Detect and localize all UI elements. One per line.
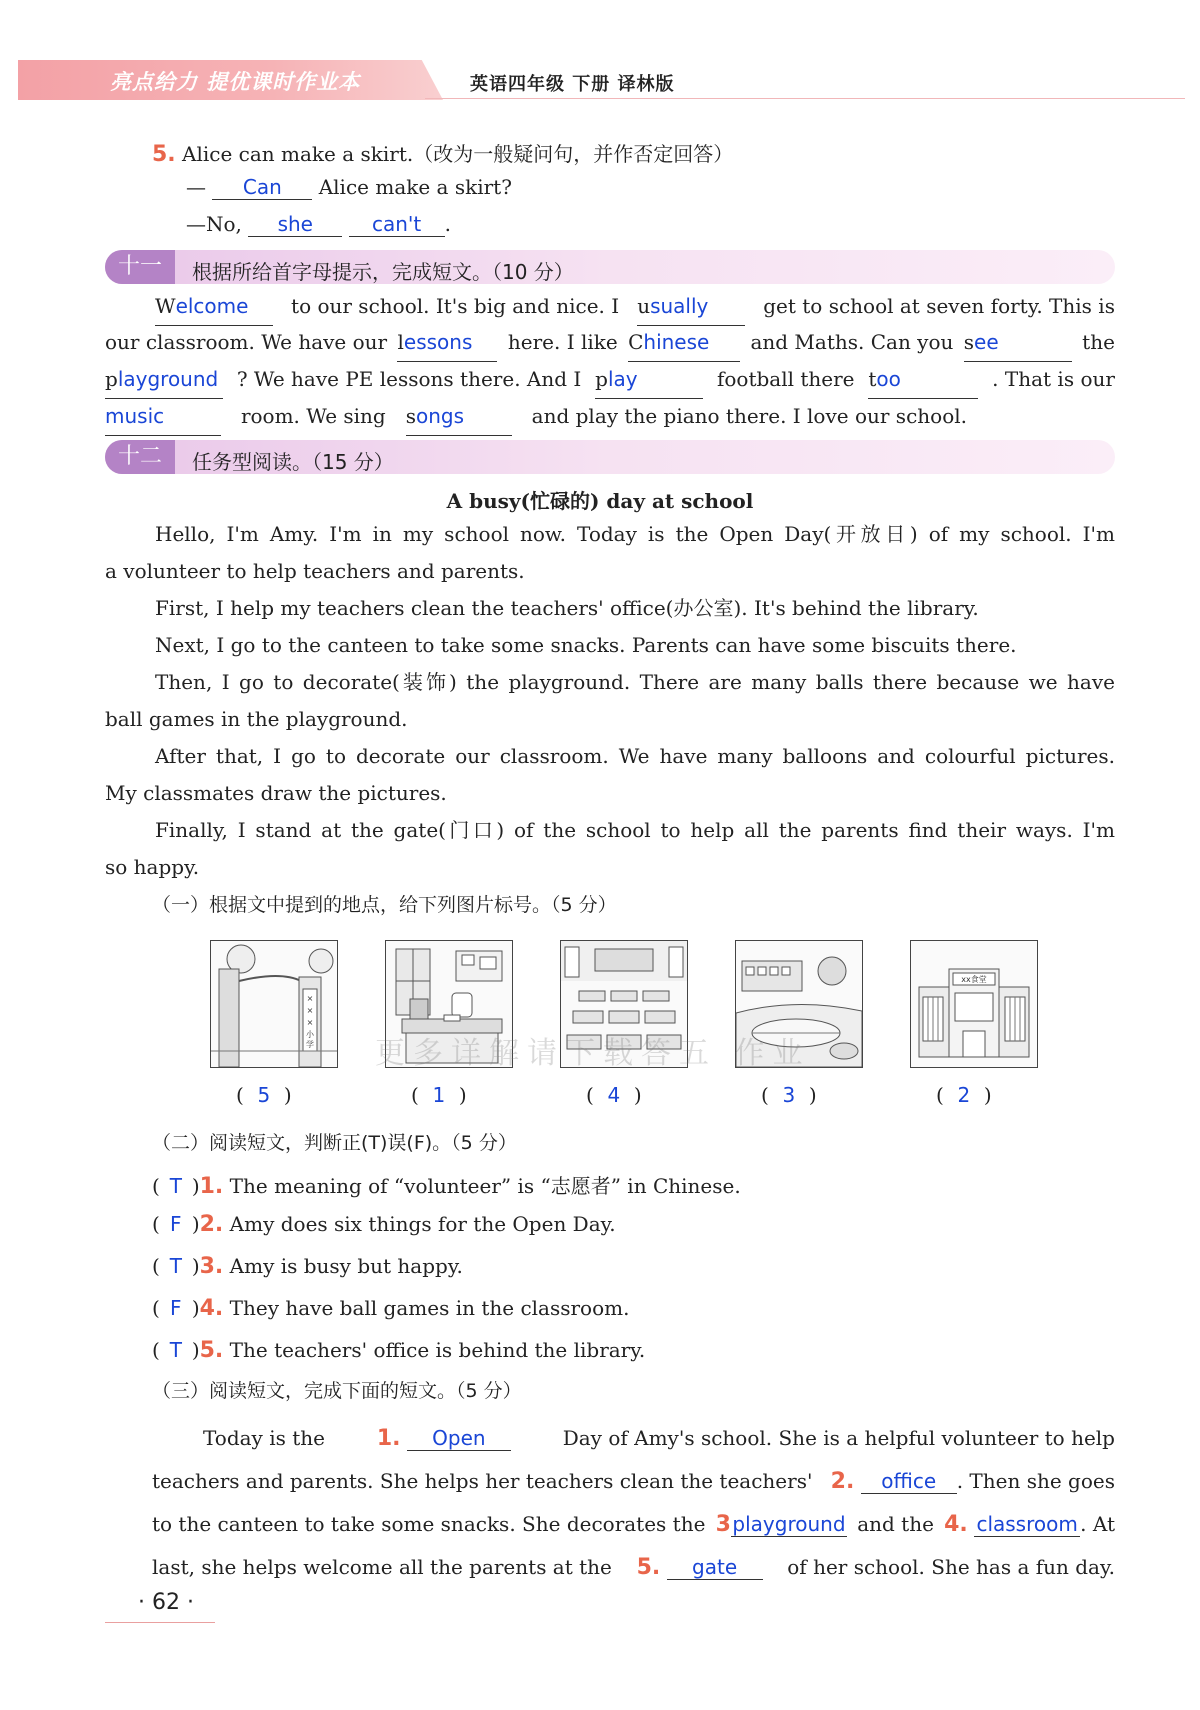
fill-line-2 [152, 1463, 1115, 1501]
s11-text: and Maths. Can you [750, 330, 954, 354]
paren: ( [936, 1083, 944, 1107]
s11-text: football there [716, 367, 855, 391]
paren: ( [236, 1083, 244, 1107]
part3-title: （三）阅读短文，完成下面的短文。（5 分） [152, 1380, 522, 1402]
hint-answer: music [105, 404, 165, 428]
fill-number: 1. [376, 1426, 401, 1451]
hint-letter: u [637, 294, 651, 318]
svg-text:×: × [306, 1006, 314, 1015]
fill-text: . Then she goes [956, 1469, 1115, 1493]
svg-text:小: 小 [306, 1030, 314, 1039]
hint-letter: l [397, 330, 404, 354]
s11-text: here. I like [507, 330, 618, 354]
s11-text: our classroom. We have our [105, 330, 388, 354]
tf-text: They have ball games in the classroom. [229, 1296, 630, 1320]
picture-label [936, 1083, 992, 1107]
hint-answer: layground [117, 367, 219, 391]
tf-item [152, 1254, 463, 1279]
part1-title: （一）根据文中提到的地点，给下列图片标号。（5 分） [152, 894, 617, 916]
s11-line-3 [105, 361, 1115, 399]
s11-text: to our school. It's big and nice. I [291, 294, 620, 318]
q5-prompt-line [152, 138, 733, 167]
hint-answer: ongs [415, 404, 464, 428]
passage-p1a: Hello, I'm Amy. I'm in my school now. Today is the Open Day(开放日) of my school. I'm [155, 522, 1115, 546]
hint-answer: elcome [175, 294, 249, 318]
tf-item [152, 1338, 645, 1363]
tf-text: Amy does six things for the Open Day. [229, 1212, 616, 1236]
hint-letter: s [963, 330, 975, 354]
picture-answer: 5 [257, 1083, 271, 1107]
q5-answer-cant: can't [349, 212, 445, 237]
q5-answer-she: she [248, 212, 342, 237]
q5-period: . [444, 212, 451, 236]
paren: ) [191, 1174, 200, 1198]
paren: ( [152, 1296, 160, 1320]
school-gate-picture [210, 940, 338, 1068]
fill-answer: gate [667, 1555, 763, 1580]
hint-letter: C [628, 330, 644, 354]
q5-number: 5. [152, 142, 176, 167]
tf-answer: T [169, 1254, 182, 1278]
page-number: · 62 · [138, 1590, 194, 1615]
tf-answer: F [170, 1212, 182, 1236]
q5-reply-line [186, 212, 451, 237]
fill-number: 4. [944, 1512, 968, 1537]
s11-text: the [1082, 330, 1115, 354]
passage-p6b: so happy. [105, 855, 200, 879]
fill-line-1 [203, 1420, 1115, 1458]
hint-answer: sually [650, 294, 709, 318]
q5-no: —No, [186, 212, 242, 236]
passage-p5a: After that, I go to decorate our classroom. We have many balloons and colourful pictures. [155, 744, 1115, 768]
header-rule [425, 98, 1185, 99]
passage-p6a: Finally, I stand at the gate(门口) of the school to help all the parents find their ways. I'm [155, 818, 1115, 842]
paren: ) [191, 1296, 200, 1320]
q5-dash: — [186, 175, 206, 199]
paren: ( [761, 1083, 769, 1107]
section-11-badge: 十一 [105, 250, 175, 284]
fill-answer: playground [732, 1512, 846, 1536]
picture-answer: 1 [432, 1083, 446, 1107]
q5-question-line [186, 175, 512, 200]
tf-text: Amy is busy but happy. [229, 1254, 463, 1278]
fill-answer: classroom [974, 1512, 1080, 1537]
svg-text:×: × [306, 1018, 314, 1027]
s11-line-2 [105, 324, 1115, 362]
series-title: 亮点给力 提优课时作业本 [110, 70, 361, 94]
q5-answer-can: Can [212, 175, 312, 200]
fill-text: to the canteen to take some snacks. She decorates the [152, 1512, 706, 1536]
hint-letter: p [105, 367, 118, 391]
paren: ( [411, 1083, 419, 1107]
passage-title: A busy(忙碌的) day at school [446, 489, 754, 513]
picture-answer: 4 [607, 1083, 621, 1107]
fill-number: 3 [715, 1512, 731, 1537]
paren: ) [191, 1254, 200, 1278]
tf-item [152, 1296, 629, 1321]
tf-number: 3. [199, 1254, 224, 1279]
paren: ) [458, 1083, 467, 1107]
hint-letter: s [405, 404, 416, 428]
fill-text: Today is the [203, 1426, 325, 1450]
hint-answer: oo [876, 367, 901, 391]
paren: ) [191, 1338, 200, 1362]
paren: ) [808, 1083, 817, 1107]
passage-p5b: My classmates draw the pictures. [105, 781, 447, 805]
hint-answer: ee [974, 330, 999, 354]
paren: ( [152, 1174, 160, 1198]
fill-text: . At [1080, 1512, 1115, 1536]
picture-answer: 2 [957, 1083, 971, 1107]
svg-text:学: 学 [306, 1040, 314, 1049]
picture-label [411, 1083, 467, 1107]
tf-text: The meaning of “volunteer” is “志愿者” in Chinese. [229, 1174, 741, 1198]
tf-number: 1. [199, 1174, 224, 1199]
paren: ( [152, 1212, 160, 1236]
fill-number: 2. [830, 1469, 855, 1494]
section-12-title: 任务型阅读。（15 分） [192, 450, 394, 474]
svg-text:×: × [306, 994, 314, 1003]
fill-number: 5. [636, 1555, 661, 1580]
hint-answer: hinese [643, 330, 710, 354]
part2-title: （二）阅读短文，判断正(T)误(F)。（5 分） [152, 1132, 517, 1154]
svg-text:xx食堂: xx食堂 [961, 975, 987, 984]
fill-line-4 [152, 1549, 1115, 1587]
tf-text: The teachers' office is behind the library. [229, 1338, 646, 1362]
s11-text: get to school at seven forty. This is [763, 294, 1115, 318]
fill-text: teachers and parents. She helps her teachers clean the teachers' [152, 1469, 813, 1493]
paren: ) [983, 1083, 992, 1107]
tf-item [152, 1212, 616, 1237]
s11-text: and play the piano there. I love our school. [531, 404, 967, 428]
fill-text: Day of Amy's school. She is a helpful volunteer to help [562, 1426, 1115, 1450]
paren: ) [191, 1212, 200, 1236]
q5-prompt: Alice can make a skirt.（改为一般疑问句，并作否定回答） [182, 142, 734, 166]
passage-p3: Next, I go to the canteen to take some snacks. Parents can have some biscuits there. [155, 633, 1017, 657]
section-11-title: 根据所给首字母提示，完成短文。（10 分） [192, 260, 574, 284]
fill-text: last, she helps welcome all the parents at the [152, 1555, 612, 1579]
fill-answer: office [861, 1469, 957, 1494]
s11-text: . That is our [992, 367, 1115, 391]
fill-line-3 [152, 1506, 1115, 1544]
picture-label [761, 1083, 817, 1107]
s11-line-4 [105, 398, 967, 436]
picture-label [586, 1083, 642, 1107]
hint-letter: t [868, 367, 877, 391]
q5-question-tail: Alice make a skirt? [318, 175, 512, 199]
fill-answer: Open [407, 1426, 511, 1451]
hint-letter: p [595, 367, 608, 391]
book-title: 英语四年级 下册 译林版 [470, 74, 675, 95]
tf-answer: F [170, 1296, 182, 1320]
watermark: 更多详解请下载答五 作业 [375, 1036, 811, 1071]
s11-text: ? We have PE lessons there. And I [236, 367, 582, 391]
passage-p1b: a volunteer to help teachers and parents. [105, 559, 525, 583]
tf-answer: T [169, 1338, 182, 1362]
s11-text: room. We sing [240, 404, 386, 428]
hint-answer: lay [607, 367, 638, 391]
passage-p4b: ball games in the playground. [105, 707, 408, 731]
paren: ) [283, 1083, 292, 1107]
fill-text: and the [857, 1512, 934, 1536]
passage-p4a: Then, I go to decorate(装饰) the playground. There are many balls there because we have [155, 670, 1115, 694]
passage-p2: First, I help my teachers clean the teachers' office(办公室). It's behind the library. [155, 596, 979, 620]
section-12-badge: 十二 [105, 440, 175, 474]
canteen-picture [910, 940, 1038, 1068]
tf-number: 4. [199, 1296, 224, 1321]
picture-label [236, 1083, 292, 1107]
hint-letter: W [155, 294, 176, 318]
paren: ( [586, 1083, 594, 1107]
paren: ( [152, 1254, 160, 1278]
s11-line-1 [155, 288, 1115, 326]
tf-item [152, 1170, 741, 1199]
picture-answer: 3 [782, 1083, 796, 1107]
hint-answer: essons [403, 330, 473, 354]
tf-number: 5. [199, 1338, 224, 1363]
fill-text: of her school. She has a fun day. [787, 1555, 1115, 1579]
paren: ) [633, 1083, 642, 1107]
tf-answer: T [169, 1174, 182, 1198]
paren: ( [152, 1338, 160, 1362]
tf-number: 2. [199, 1212, 224, 1237]
footer-rule [105, 1622, 215, 1623]
